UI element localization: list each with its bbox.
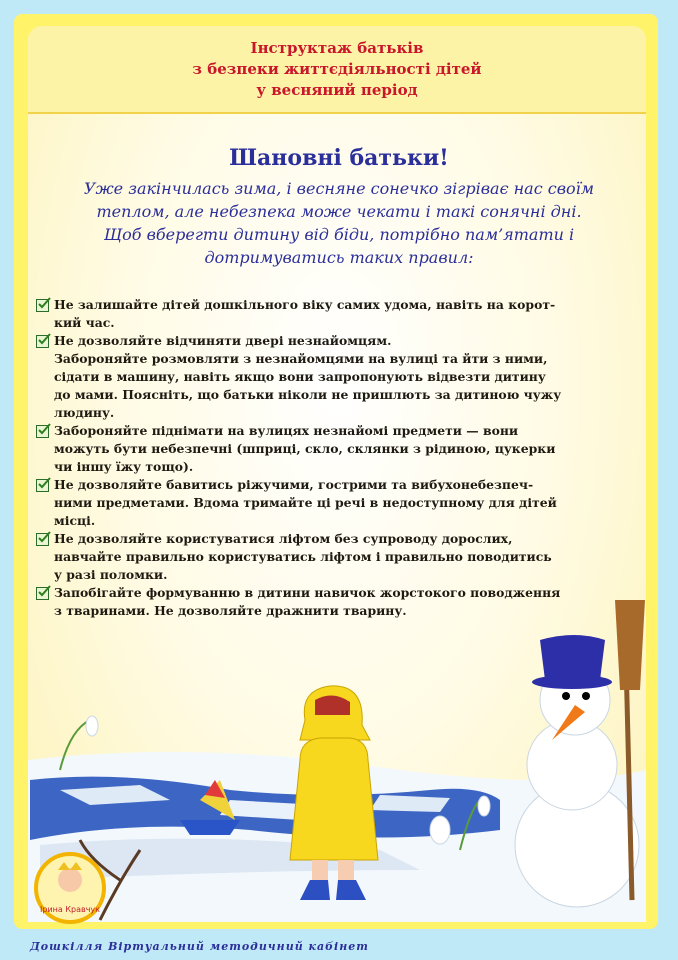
poster-title: Інструктаж батьків з безпеки життєдіяльності дітей у весняний період <box>192 39 482 99</box>
footer-credit: Дошкілля Віртуальний методичний кабінет <box>30 940 369 953</box>
checkbox-icon <box>36 299 49 312</box>
logo-text: Ірина Кравчук <box>40 905 100 914</box>
checkbox-icon <box>36 479 49 492</box>
rule-item: Не залишайте дітей дошкільного віку самих удома, навіть на корот- кий час. <box>36 296 648 332</box>
rule-item: Не дозволяйте відчиняти двері незнайомцям. Забороняйте розмовляти з незнайомцями на вулиці та йти з ними, сідати в машину, навіть якщо вони запропонують відвезти дитину до мами. Поясніть, що батьки ніколи не пришлють за дитиною чужу людину. <box>36 332 648 422</box>
salutation-heading: Шановні батьки! <box>229 145 449 171</box>
rule-item: Забороняйте піднімати на вулицях незнайомі предмети — вони можуть бути небезпечні (шприці, скло, склянки з рідиною, цукерки чи іншу їжу тощо). <box>36 422 648 476</box>
checkbox-icon <box>36 335 49 348</box>
snowman-figure <box>515 600 645 907</box>
checkbox-icon <box>36 425 49 438</box>
rule-item: Не дозволяйте бавитись ріжучими, гострими та вибухонебезпеч- ними предметами. Вдома тримайте ці речі в недоступному для дітей місці. <box>36 476 648 530</box>
rule-item: Не дозволяйте користуватися ліфтом без супроводу дорослих, навчайте правильно користуватись ліфтом і правильно поводитись у разі поломки. <box>36 530 648 584</box>
rules-list <box>36 296 648 620</box>
checkbox-icon <box>36 533 49 546</box>
logo-badge <box>26 848 122 928</box>
rule-item: Запобігайте формуванню в дитини навичок жорстокого поводження з тваринами. Не дозволяйте дражнити тварину. <box>36 584 648 620</box>
checkbox-icon <box>36 587 49 600</box>
intro-paragraph: Уже закінчилась зима, і весняне сонечко зігріває нас своїм теплом, але небезпека може чекати і такі сонячні дні. Щоб вберегти дитину від біди, потрібно пам’ятати і дотримуватись таких правил: <box>83 179 595 267</box>
